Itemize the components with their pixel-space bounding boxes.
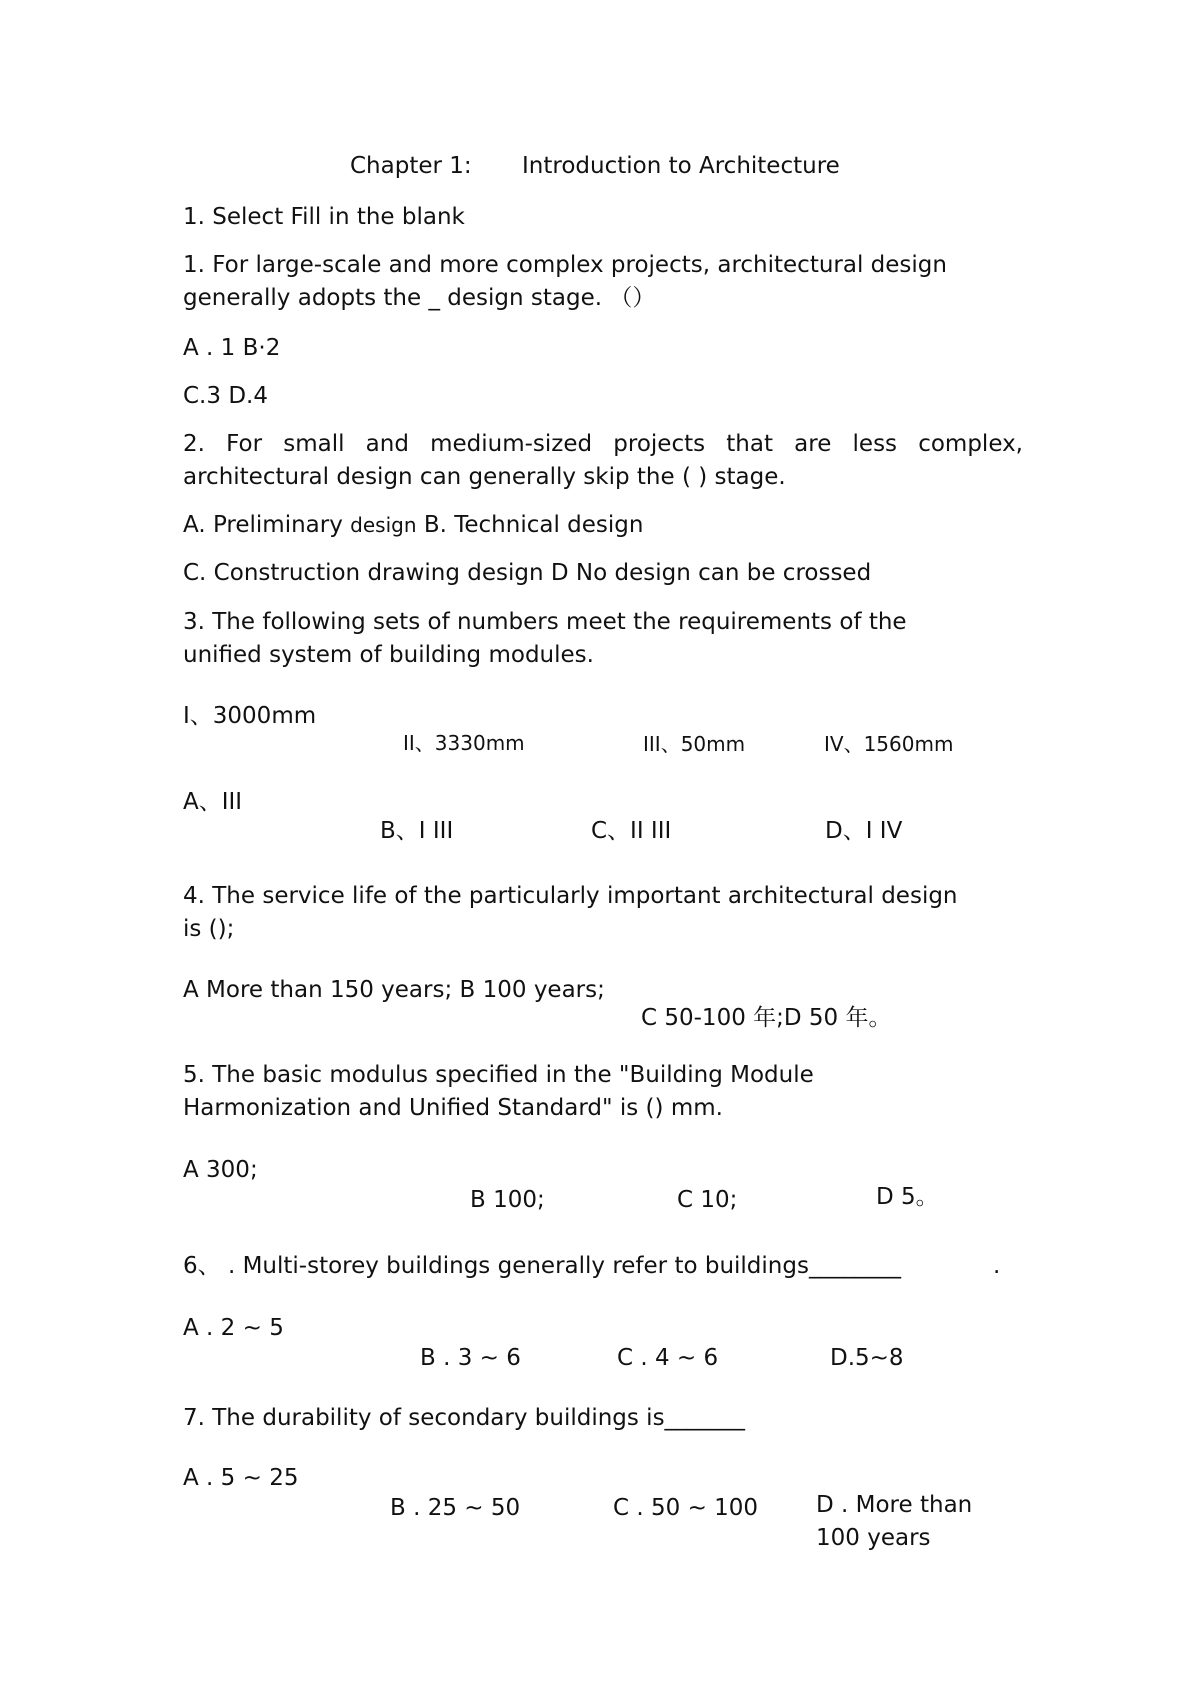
q2-text-line2: architectural design can generally skip the ( ) stage.: [183, 464, 786, 490]
q4-text-line2: is ();: [183, 916, 235, 942]
q7-option-a: A . 5 ~ 25: [183, 1465, 299, 1491]
q7-option-d-line2: 100 years: [816, 1525, 931, 1551]
q6-option-c: C . 4 ~ 6: [617, 1345, 719, 1371]
q3-item-2: II、3330mm: [403, 731, 525, 755]
q3-option-a: A、III: [183, 789, 243, 815]
q5-option-a: A 300;: [183, 1157, 258, 1183]
q1-text-line2: generally adopts the _ design stage. （）: [183, 285, 656, 311]
q3-option-b: B、I III: [380, 818, 454, 844]
q3-option-c: C、II III: [591, 818, 672, 844]
q5-option-d: D 5。: [876, 1184, 939, 1210]
q1-options-row1: A . 1 B·2: [183, 335, 281, 361]
q6-option-a: A . 2 ~ 5: [183, 1315, 284, 1341]
chapter-title: Introduction to Architecture: [522, 153, 840, 179]
q2-text-line1: 2. For small and medium-sized projects that are less complex,: [183, 431, 1023, 457]
q3-text-line1: 3. The following sets of numbers meet the requirements of the: [183, 609, 907, 635]
q7-option-c: C . 50 ~ 100: [613, 1495, 759, 1521]
q6-option-b: B . 3 ~ 6: [420, 1345, 521, 1371]
q2-options-row1: [183, 509, 643, 542]
q6-text-end: .: [993, 1253, 1001, 1279]
q6-text: 6、 . Multi-storey buildings generally refer to buildings________: [183, 1253, 901, 1279]
q6-option-d: D.5~8: [830, 1345, 904, 1371]
q1-text-line1: 1. For large-scale and more complex projects, architectural design: [183, 252, 947, 278]
q4-options-row1: A More than 150 years; B 100 years;: [183, 977, 605, 1003]
q3-item-1: I、3000mm: [183, 703, 317, 729]
q3-item-4: IV、1560mm: [824, 732, 954, 756]
chapter-label: Chapter 1:: [350, 153, 472, 179]
q5-option-b: B 100;: [470, 1187, 545, 1213]
q3-text-line2: unified system of building modules.: [183, 642, 594, 668]
q1-options-row2: C.3 D.4: [183, 383, 268, 409]
q2-option-a: A. Preliminary: [183, 512, 343, 538]
q7-text: 7. The durability of secondary buildings is_______: [183, 1405, 746, 1431]
q5-option-c: C 10;: [677, 1187, 738, 1213]
q2-options-row2: C. Construction drawing design D No design can be crossed: [183, 560, 872, 586]
q3-option-d: D、I IV: [825, 818, 903, 844]
q3-item-3: III、50mm: [643, 732, 746, 756]
q2-option-b: B. Technical design: [423, 512, 644, 538]
q7-option-b: B . 25 ~ 50: [390, 1495, 521, 1521]
section-heading: 1. Select Fill in the blank: [183, 204, 465, 230]
q7-option-d-line1: D . More than: [816, 1492, 973, 1518]
q5-text-line2: Harmonization and Unified Standard" is () mm.: [183, 1095, 723, 1121]
q5-text-line1: 5. The basic modulus specified in the "Building Module: [183, 1062, 814, 1088]
q4-options-row2: C 50-100 年;D 50 年。: [641, 1005, 892, 1031]
q4-text-line1: 4. The service life of the particularly important architectural design: [183, 883, 958, 909]
q2-option-a-suffix: design: [350, 513, 417, 537]
